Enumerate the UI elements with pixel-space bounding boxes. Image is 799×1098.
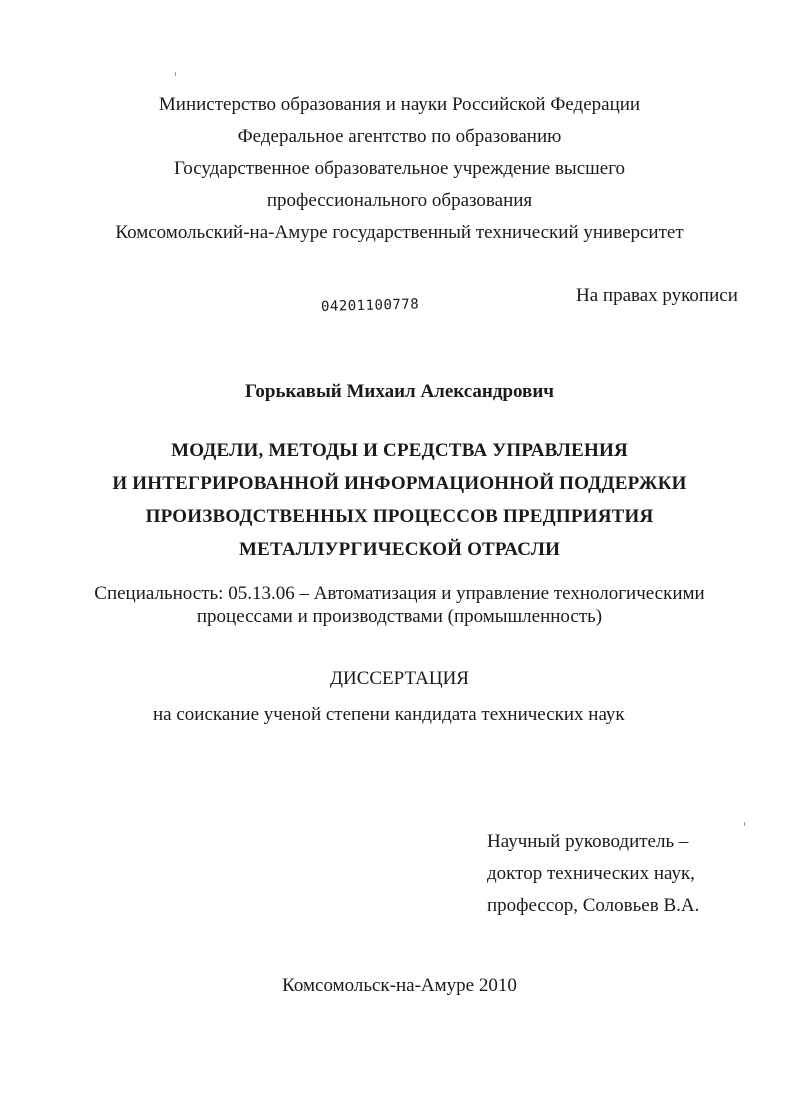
- institution-line-2: профессионального образования: [266, 190, 533, 211]
- specialty-line-2: процессами и производствами (промышленность): [196, 606, 603, 627]
- supervisor-line-2: доктор технических наук,: [487, 863, 695, 884]
- document-type: ДИССЕРТАЦИЯ: [330, 668, 469, 689]
- agency-name: Федеральное агентство по образованию: [237, 126, 562, 147]
- title-line-4: МЕТАЛЛУРГИЧЕСКОЙ ОТРАСЛИ: [238, 539, 561, 560]
- city-year: Комсомольск-на-Амуре 2010: [282, 975, 517, 996]
- manuscript-rights: На правах рукописи: [576, 285, 738, 306]
- ministry-name: Министерство образования и науки Российской Федерации: [158, 94, 641, 115]
- title-line-3: ПРОИЗВОДСТВЕННЫХ ПРОЦЕССОВ ПРЕДПРИЯТИЯ: [145, 506, 654, 527]
- specialty-line-1: Специальность: 05.13.06 – Автоматизация и управление технологическими: [94, 583, 705, 604]
- scan-speck: [175, 72, 176, 76]
- supervisor-line-3: профессор, Соловьев В.А.: [487, 895, 700, 916]
- degree-statement: на соискание ученой степени кандидата технических наук: [153, 704, 625, 725]
- institution-line-1: Государственное образовательное учреждение высшего: [173, 158, 626, 179]
- title-line-2: И ИНТЕГРИРОВАННОЙ ИНФОРМАЦИОННОЙ ПОДДЕРЖКИ: [112, 473, 687, 494]
- scan-speck: [744, 822, 745, 826]
- registration-number-stamp: 04201100778: [320, 296, 420, 315]
- author-name: Горькавый Михаил Александрович: [244, 381, 554, 402]
- title-line-1: МОДЕЛИ, МЕТОДЫ И СРЕДСТВА УПРАВЛЕНИЯ: [171, 440, 628, 461]
- supervisor-line-1: Научный руководитель –: [487, 831, 689, 852]
- university-name: Комсомольский-на-Амуре государственный технический университет: [115, 222, 684, 243]
